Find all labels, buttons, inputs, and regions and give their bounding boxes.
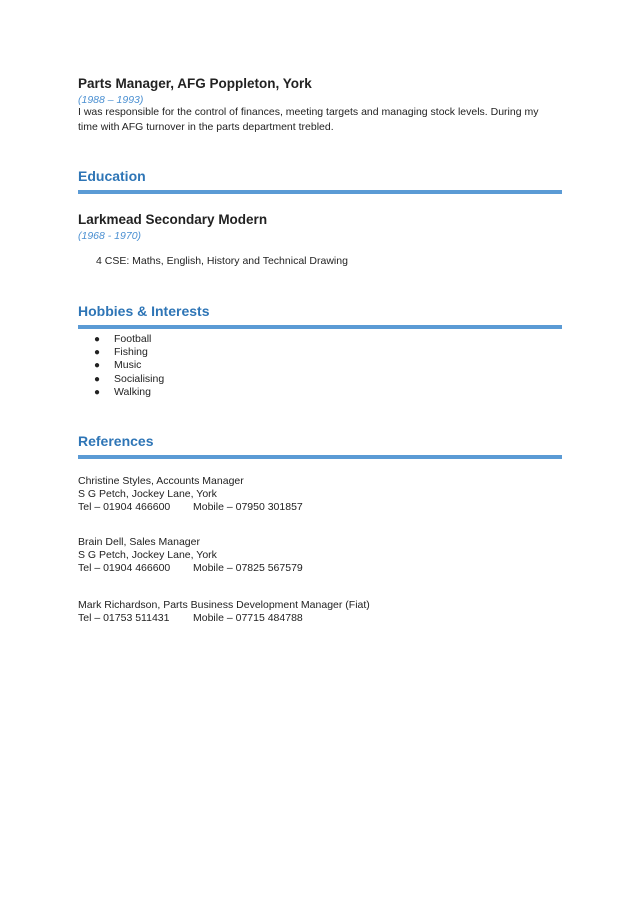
reference-phones bbox=[78, 501, 303, 513]
reference-tel: Tel – 01904 466600 bbox=[78, 562, 171, 574]
reference-name: Brain Dell, Sales Manager bbox=[78, 536, 200, 548]
job-description: I was responsible for the control of finances, meeting targets and managing stock levels. During my time with AFG turnover in the parts department trebled. bbox=[78, 106, 539, 133]
job-title: Parts Manager, AFG Poppleton, York bbox=[78, 76, 312, 91]
reference-tel: Tel – 01904 466600 bbox=[78, 501, 171, 513]
references-heading: References bbox=[78, 433, 154, 449]
reference-mobile: Mobile – 07715 484788 bbox=[193, 612, 303, 624]
education-heading: Education bbox=[78, 168, 146, 184]
bullet-icon: ● bbox=[94, 386, 101, 398]
job-dates: (1988 – 1993) bbox=[78, 94, 144, 106]
reference-name: Mark Richardson, Parts Business Development Manager (Fiat) bbox=[78, 599, 370, 611]
hobby-item: ● Music bbox=[94, 359, 142, 372]
hobby-item: ● Socialising bbox=[94, 372, 165, 385]
bullet-icon: ● bbox=[94, 347, 101, 359]
hobbies-rule bbox=[78, 325, 562, 329]
reference-mobile: Mobile – 07825 567579 bbox=[193, 562, 303, 574]
qualification: 4 CSE: Maths, English, History and Technical Drawing bbox=[96, 255, 348, 267]
bullet-icon: ● bbox=[94, 373, 101, 385]
reference-address: S G Petch, Jockey Lane, York bbox=[78, 549, 217, 561]
reference-tel: Tel – 01753 511431 bbox=[78, 612, 170, 624]
hobbies-list bbox=[78, 333, 164, 399]
reference-phones bbox=[78, 562, 303, 574]
reference-address: S G Petch, Jockey Lane, York bbox=[78, 488, 217, 500]
school-name: Larkmead Secondary Modern bbox=[78, 212, 268, 227]
school-dates: (1968 - 1970) bbox=[78, 230, 142, 242]
reference-phones bbox=[78, 612, 303, 624]
hobby-item: ● Football bbox=[94, 333, 152, 345]
bullet-icon: ● bbox=[94, 360, 101, 372]
hobby-item: ● Walking bbox=[94, 385, 151, 398]
reference-mobile: Mobile – 07950 301857 bbox=[193, 501, 303, 513]
references-rule bbox=[78, 455, 562, 459]
reference-name: Christine Styles, Accounts Manager bbox=[78, 475, 244, 487]
bullet-icon: ● bbox=[94, 334, 101, 345]
hobby-item: ● Fishing bbox=[94, 346, 148, 359]
education-rule bbox=[78, 190, 562, 194]
hobbies-heading: Hobbies & Interests bbox=[78, 303, 210, 319]
